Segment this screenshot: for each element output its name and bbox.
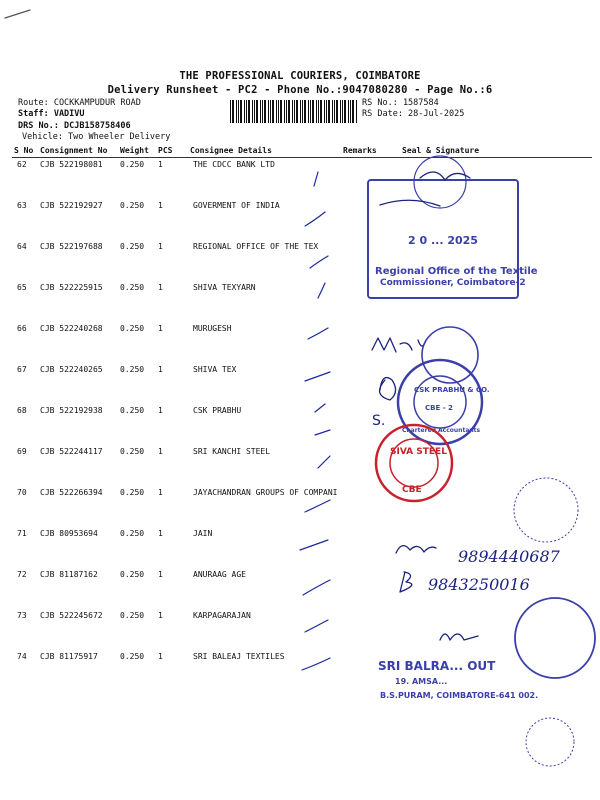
row-consignment-no: CJB 522197688 [40, 242, 103, 251]
row-sno: 70 [17, 488, 27, 497]
company-title: THE PROFESSIONAL COURIERS, COIMBATORE [179, 70, 421, 82]
row-consignee: SRI KANCHI STEEL [193, 447, 271, 456]
row-consignee: THE CDCC BANK LTD [193, 160, 275, 169]
textile-stamp-line2: Commissioner, Coimbatore-2 [380, 278, 526, 288]
tick-mark [315, 404, 325, 412]
row-pcs: 1 [158, 529, 163, 538]
row-weight: 0.250 [120, 488, 145, 497]
tick-mark [305, 620, 328, 632]
textile-stamp-line1: Regional Office of the Textile [375, 266, 538, 277]
row-weight: 0.250 [120, 570, 145, 579]
row-weight: 0.250 [120, 529, 145, 538]
tick-mark [305, 500, 330, 512]
row-consignment-no: CJB 522244117 [40, 447, 103, 456]
row-consignee: JAIN [193, 529, 213, 538]
row-pcs: 1 [158, 652, 163, 661]
csk-prabhu-stamp [398, 360, 490, 444]
signature-karpagarajan [440, 634, 478, 640]
col-pcs: PCS [158, 146, 173, 155]
siva-stamp-name: SIVA STEEL [390, 447, 447, 457]
textile-stamp-date: 2 0 ... 2025 [408, 234, 478, 247]
faint-round-stamp [514, 478, 578, 542]
row-pcs: 1 [158, 324, 163, 333]
row-weight: 0.250 [120, 283, 145, 292]
row-consignment-no: CJB 522225915 [40, 283, 103, 292]
route-label: Route: COCKKAMPUDUR ROAD [18, 98, 141, 108]
row-weight: 0.250 [120, 160, 145, 169]
row-consignment-no: CJB 522192927 [40, 201, 103, 210]
signature-top [420, 172, 470, 180]
col-remarks: Remarks [343, 146, 377, 155]
staff-label: Staff: VADIVU [18, 109, 85, 119]
col-sno: S No [14, 146, 34, 155]
row-pcs: 1 [158, 447, 163, 456]
row-consignment-no: CJB 522240268 [40, 324, 103, 333]
row-sno: 67 [17, 365, 27, 374]
row-sno: 74 [17, 652, 27, 661]
row-consignee: GOVERMENT OF INDIA [193, 201, 280, 210]
row-weight: 0.250 [120, 201, 145, 210]
row-weight: 0.250 [120, 652, 145, 661]
signature-scrawl [380, 200, 440, 206]
row-consignee: MURUGESH [193, 324, 232, 333]
row-consignment-no: CJB 80953694 [40, 529, 98, 538]
csk-stamp-sub: Chartered Accountants [402, 427, 481, 434]
tick-mark [305, 212, 325, 226]
row-pcs: 1 [158, 488, 163, 497]
row-consignment-no: CJB 522198081 [40, 160, 103, 169]
handwritten-phone-2: 9843250016 [428, 575, 530, 594]
drs-label: DRS No.: DCJB158758406 [18, 121, 131, 131]
row-sno: 72 [17, 570, 27, 579]
assurance-round-stamp [515, 598, 595, 678]
signature-initials: S. [372, 413, 386, 429]
row-sno: 62 [17, 160, 27, 169]
row-consignee: CSK PRABHU [193, 406, 242, 415]
row-consignee: SHIVA TEX [193, 365, 237, 374]
row-pcs: 1 [158, 611, 163, 620]
row-consignee: ANURAAG AGE [193, 570, 246, 579]
row-sno: 69 [17, 447, 27, 456]
rs-number: RS No.: 1587584 [362, 98, 439, 108]
row-sno: 65 [17, 283, 27, 292]
round-stamp-top [414, 156, 466, 208]
row-weight: 0.250 [120, 365, 145, 374]
row-weight: 0.250 [120, 611, 145, 620]
tick-mark [310, 256, 328, 268]
textile-office-stamp [368, 180, 538, 298]
row-consignee: SRI BALEAJ TEXTILES [193, 652, 285, 661]
row-pcs: 1 [158, 365, 163, 374]
row-pcs: 1 [158, 160, 163, 169]
row-weight: 0.250 [120, 324, 145, 333]
handwritten-phone-1: 9894440687 [458, 547, 560, 566]
col-seal: Seal & Signature [402, 146, 480, 155]
row-sno: 68 [17, 406, 27, 415]
row-weight: 0.250 [120, 406, 145, 415]
row-pcs: 1 [158, 406, 163, 415]
faint-round-stamp-bottom [526, 718, 574, 766]
row-consignment-no: CJB 522192938 [40, 406, 103, 415]
tick-mark [300, 540, 328, 550]
row-consignee: REGIONAL OFFICE OF THE TEX [193, 242, 319, 251]
row-sno: 64 [17, 242, 27, 251]
row-consignment-no: CJB 81187162 [40, 570, 98, 579]
row-pcs: 1 [158, 570, 163, 579]
tick-mark [318, 456, 330, 468]
row-pcs: 1 [158, 201, 163, 210]
csk-stamp-name: CSK PRABHU & CO. [414, 386, 490, 394]
balraj-stamp-line1: SRI BALRA... OUT [378, 659, 496, 673]
siva-stamp-city: CBE [402, 485, 422, 495]
tick-mark [308, 328, 328, 339]
shiva-round-stamp [422, 327, 478, 383]
signature-jain [396, 546, 436, 553]
sri-balraj-stamp [378, 659, 538, 700]
tick-mark [315, 430, 330, 435]
balraj-stamp-line3: B.S.PURAM, COIMBATORE-641 002. [380, 691, 539, 700]
row-weight: 0.250 [120, 447, 145, 456]
row-consignment-no: CJB 522245672 [40, 611, 103, 620]
row-sno: 71 [17, 529, 27, 538]
col-consignment: Consignment No [40, 146, 108, 155]
balraj-stamp-line2: 19. AMSA... [395, 677, 448, 686]
row-consignee: JAYACHANDRAN GROUPS OF COMPANI [193, 488, 338, 497]
col-consignee: Consignee Details [190, 146, 272, 155]
row-consignment-no: CJB 522240265 [40, 365, 103, 374]
corner-mark [5, 10, 30, 18]
signature-b [400, 572, 412, 592]
row-pcs: 1 [158, 283, 163, 292]
row-pcs: 1 [158, 242, 163, 251]
row-sno: 73 [17, 611, 27, 620]
tick-mark [305, 372, 330, 381]
col-weight: Weight [120, 146, 149, 155]
row-sno: 63 [17, 201, 27, 210]
csk-stamp-city: CBE - 2 [425, 404, 453, 412]
rs-date: RS Date: 28-Jul-2025 [362, 109, 465, 119]
vehicle-label: Vehicle: Two Wheeler Delivery [22, 132, 171, 142]
row-consignment-no: CJB 81175917 [40, 652, 98, 661]
tick-mark [314, 172, 318, 186]
row-sno: 66 [17, 324, 27, 333]
row-consignee: KARPAGARAJAN [193, 611, 251, 620]
tick-mark [303, 580, 330, 595]
row-weight: 0.250 [120, 242, 145, 251]
tick-mark [318, 283, 325, 298]
signature-manju [372, 338, 426, 352]
signature-loop [380, 378, 396, 400]
tick-mark [302, 658, 330, 670]
runsheet-subtitle: Delivery Runsheet - PC2 - Phone No.:9047080280 - Page No.:6 [107, 84, 493, 96]
row-consignment-no: CJB 522266394 [40, 488, 103, 497]
row-consignee: SHIVA TEXYARN [193, 283, 256, 292]
